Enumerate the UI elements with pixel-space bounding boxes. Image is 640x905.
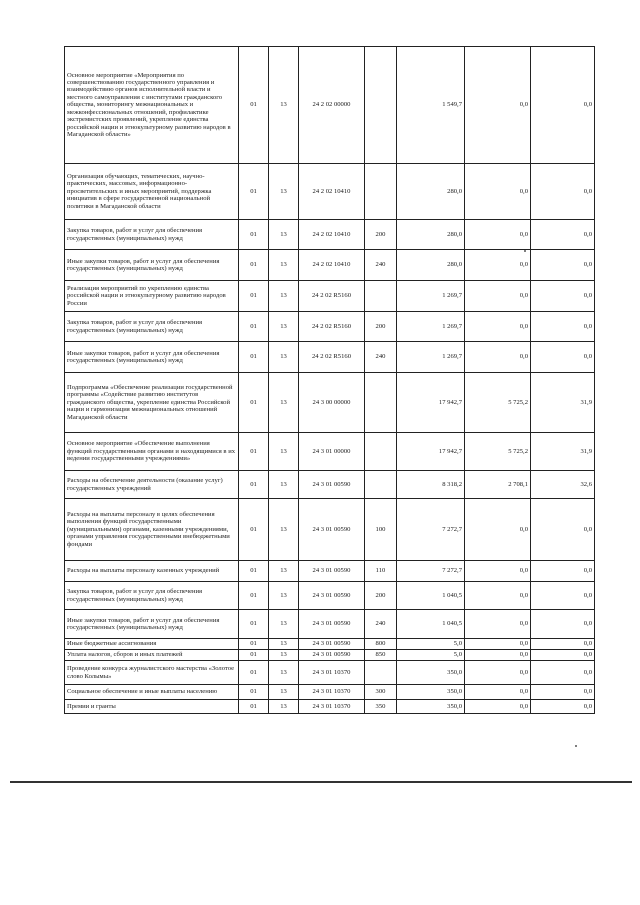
row-target-article: 24 3 01 10370 <box>299 700 365 714</box>
row-executed-amount: 0,0 <box>465 342 531 373</box>
row-planned-amount: 280,0 <box>397 250 465 281</box>
table-row <box>65 47 595 164</box>
row-target-article: 24 3 00 00000 <box>299 373 365 433</box>
row-execution-percent: 0,0 <box>531 220 595 250</box>
row-subsection: 13 <box>269 281 299 312</box>
row-section: 01 <box>239 700 269 714</box>
row-subsection: 13 <box>269 685 299 700</box>
row-name: Иные закупки товаров, работ и услуг для обеспечения государственных (муниципальных) нужд <box>65 250 239 281</box>
row-section: 01 <box>239 250 269 281</box>
row-executed-amount: 0,0 <box>465 582 531 610</box>
table-row <box>65 582 595 610</box>
row-subsection: 13 <box>269 250 299 281</box>
row-name: Организация обучающих, тематических, научно-практических, массовых, информационно-просветительских и иных мероприятий, поддержка инициатив в сфере государственной национальной политики в Магаданской области <box>65 164 239 220</box>
table-row <box>65 610 595 639</box>
row-planned-amount: 17 942,7 <box>397 373 465 433</box>
row-section: 01 <box>239 164 269 220</box>
row-subsection: 13 <box>269 561 299 582</box>
row-planned-amount: 5,0 <box>397 650 465 661</box>
row-target-article: 24 3 01 00590 <box>299 610 365 639</box>
row-execution-percent: 31,9 <box>531 373 595 433</box>
table-row <box>65 433 595 471</box>
row-target-article: 24 2 02 10410 <box>299 164 365 220</box>
table-row <box>65 250 595 281</box>
row-target-article: 24 2 02 R5160 <box>299 281 365 312</box>
row-name: Иные бюджетные ассигнования <box>65 639 239 650</box>
row-planned-amount: 7 272,7 <box>397 499 465 561</box>
row-subsection: 13 <box>269 373 299 433</box>
row-execution-percent: 0,0 <box>531 700 595 714</box>
row-section: 01 <box>239 433 269 471</box>
table-row <box>65 639 595 650</box>
row-expense-type: 240 <box>365 250 397 281</box>
row-planned-amount: 350,0 <box>397 661 465 685</box>
row-execution-percent: 0,0 <box>531 164 595 220</box>
table-row <box>65 164 595 220</box>
row-planned-amount: 8 318,2 <box>397 471 465 499</box>
row-expense-type: 240 <box>365 342 397 373</box>
row-subsection: 13 <box>269 700 299 714</box>
row-planned-amount: 1 549,7 <box>397 47 465 164</box>
row-name: Расходы на выплаты персоналу казенных учреждений <box>65 561 239 582</box>
row-subsection: 13 <box>269 342 299 373</box>
row-name: Расходы на выплаты персоналу в целях обеспечения выполнения функций государственными (муниципальными) органами, казенными учреждениями, органами управления государственными внебюджетными фондами <box>65 499 239 561</box>
row-name: Подпрограмма «Обеспечение реализации государственной программы «Содействие развитию институтов гражданского общества, укрепление единства Российской нации и гармонизация межнациональных отношений Магаданской области <box>65 373 239 433</box>
row-executed-amount: 5 725,2 <box>465 433 531 471</box>
row-section: 01 <box>239 312 269 342</box>
row-execution-percent: 0,0 <box>531 342 595 373</box>
row-subsection: 13 <box>269 499 299 561</box>
row-planned-amount: 280,0 <box>397 164 465 220</box>
row-execution-percent: 0,0 <box>531 499 595 561</box>
row-target-article: 24 3 01 00590 <box>299 582 365 610</box>
row-subsection: 13 <box>269 471 299 499</box>
row-executed-amount: 0,0 <box>465 700 531 714</box>
row-subsection: 13 <box>269 312 299 342</box>
row-planned-amount: 350,0 <box>397 685 465 700</box>
row-planned-amount: 350,0 <box>397 700 465 714</box>
row-name: Основное мероприятие «Мероприятия по совершенствованию государственного управления и взаимодействию органов исполнительной власти и местного самоуправления с институтами гражданского общества, мониторингу межнациональных и межконфессиональных отношений, профилактике экстремистских проявлений, укрепление единства российской нации и этнокультурному развитию народов в Магаданской области» <box>65 47 239 164</box>
row-subsection: 13 <box>269 610 299 639</box>
scan-speck <box>575 745 577 747</box>
row-executed-amount: 0,0 <box>465 220 531 250</box>
row-name: Социальное обеспечение и иные выплаты населению <box>65 685 239 700</box>
row-expense-type: 200 <box>365 582 397 610</box>
row-name: Реализация мероприятий по укреплению единства российской нации и этнокультурному развитию народов России <box>65 281 239 312</box>
row-execution-percent: 0,0 <box>531 582 595 610</box>
row-name: Закупка товаров, работ и услуг для обеспечения государственных (муниципальных) нужд <box>65 582 239 610</box>
row-name: Премии и гранты <box>65 700 239 714</box>
row-target-article: 24 3 01 10370 <box>299 661 365 685</box>
row-section: 01 <box>239 582 269 610</box>
row-subsection: 13 <box>269 639 299 650</box>
row-executed-amount: 0,0 <box>465 164 531 220</box>
row-section: 01 <box>239 610 269 639</box>
row-executed-amount: 0,0 <box>465 250 531 281</box>
row-name: Проведение конкурса журналистского мастерства «Золотое слово Колымы» <box>65 661 239 685</box>
row-target-article: 24 2 02 00000 <box>299 47 365 164</box>
row-planned-amount: 1 269,7 <box>397 342 465 373</box>
row-expense-type <box>365 471 397 499</box>
row-execution-percent: 0,0 <box>531 661 595 685</box>
row-target-article: 24 3 01 00590 <box>299 639 365 650</box>
row-subsection: 13 <box>269 164 299 220</box>
row-section: 01 <box>239 650 269 661</box>
row-executed-amount: 0,0 <box>465 499 531 561</box>
row-target-article: 24 3 01 00590 <box>299 499 365 561</box>
row-name: Закупка товаров, работ и услуг для обеспечения государственных (муниципальных) нужд <box>65 220 239 250</box>
table-row <box>65 373 595 433</box>
row-execution-percent: 0,0 <box>531 561 595 582</box>
row-section: 01 <box>239 471 269 499</box>
row-executed-amount: 0,0 <box>465 661 531 685</box>
table-row <box>65 685 595 700</box>
row-expense-type <box>365 281 397 312</box>
row-planned-amount: 1 269,7 <box>397 281 465 312</box>
row-execution-percent: 0,0 <box>531 610 595 639</box>
row-execution-percent: 0,0 <box>531 281 595 312</box>
row-expense-type: 240 <box>365 610 397 639</box>
row-target-article: 24 3 01 00590 <box>299 561 365 582</box>
row-execution-percent: 31,9 <box>531 433 595 471</box>
row-expense-type: 350 <box>365 700 397 714</box>
table-row <box>65 342 595 373</box>
row-planned-amount: 1 269,7 <box>397 312 465 342</box>
row-expense-type <box>365 164 397 220</box>
row-subsection: 13 <box>269 650 299 661</box>
table-row <box>65 471 595 499</box>
table-row <box>65 220 595 250</box>
row-expense-type <box>365 433 397 471</box>
row-name: Закупка товаров, работ и услуг для обеспечения государственных (муниципальных) нужд <box>65 312 239 342</box>
row-name: Иные закупки товаров, работ и услуг для обеспечения государственных (муниципальных) нужд <box>65 610 239 639</box>
table-row <box>65 700 595 714</box>
row-executed-amount: 0,0 <box>465 281 531 312</box>
row-executed-amount: 0,0 <box>465 639 531 650</box>
row-execution-percent: 32,6 <box>531 471 595 499</box>
row-expense-type <box>365 661 397 685</box>
row-section: 01 <box>239 281 269 312</box>
row-executed-amount: 0,0 <box>465 685 531 700</box>
row-executed-amount: 0,0 <box>465 610 531 639</box>
row-target-article: 24 3 01 10370 <box>299 685 365 700</box>
table-row <box>65 499 595 561</box>
row-target-article: 24 3 01 00590 <box>299 471 365 499</box>
row-section: 01 <box>239 685 269 700</box>
row-executed-amount: 0,0 <box>465 47 531 164</box>
row-expense-type: 200 <box>365 312 397 342</box>
row-expense-type: 110 <box>365 561 397 582</box>
row-expense-type <box>365 47 397 164</box>
row-subsection: 13 <box>269 582 299 610</box>
row-executed-amount: 0,0 <box>465 650 531 661</box>
row-target-article: 24 3 01 00590 <box>299 650 365 661</box>
row-name: Иные закупки товаров, работ и услуг для обеспечения государственных (муниципальных) нужд <box>65 342 239 373</box>
row-subsection: 13 <box>269 433 299 471</box>
row-target-article: 24 2 02 10410 <box>299 250 365 281</box>
row-expense-type: 100 <box>365 499 397 561</box>
table-row <box>65 281 595 312</box>
row-section: 01 <box>239 342 269 373</box>
row-planned-amount: 5,0 <box>397 639 465 650</box>
row-executed-amount: 5 725,2 <box>465 373 531 433</box>
row-subsection: 13 <box>269 220 299 250</box>
row-planned-amount: 1 040,5 <box>397 582 465 610</box>
row-name: Расходы на обеспечение деятельности (оказание услуг) государственных учреждений <box>65 471 239 499</box>
row-expense-type: 800 <box>365 639 397 650</box>
row-execution-percent: 0,0 <box>531 312 595 342</box>
row-execution-percent: 0,0 <box>531 250 595 281</box>
table-row <box>65 661 595 685</box>
row-executed-amount: 0,0 <box>465 312 531 342</box>
row-subsection: 13 <box>269 661 299 685</box>
row-planned-amount: 280,0 <box>397 220 465 250</box>
row-section: 01 <box>239 639 269 650</box>
row-target-article: 24 2 02 10410 <box>299 220 365 250</box>
row-section: 01 <box>239 47 269 164</box>
row-planned-amount: 7 272,7 <box>397 561 465 582</box>
row-target-article: 24 3 01 00000 <box>299 433 365 471</box>
row-execution-percent: 0,0 <box>531 639 595 650</box>
row-subsection: 13 <box>269 47 299 164</box>
row-name: Уплата налогов, сборов и иных платежей <box>65 650 239 661</box>
row-target-article: 24 2 02 R5160 <box>299 312 365 342</box>
row-execution-percent: 0,0 <box>531 685 595 700</box>
row-section: 01 <box>239 220 269 250</box>
table-row <box>65 312 595 342</box>
scan-speck <box>524 250 526 252</box>
row-section: 01 <box>239 499 269 561</box>
row-execution-percent: 0,0 <box>531 650 595 661</box>
row-expense-type: 200 <box>365 220 397 250</box>
row-target-article: 24 2 02 R5160 <box>299 342 365 373</box>
page-divider <box>10 781 632 783</box>
budget-table <box>64 46 595 714</box>
row-section: 01 <box>239 373 269 433</box>
row-expense-type <box>365 373 397 433</box>
row-name: Основное мероприятие «Обеспечение выполнения функций государственными органами и находящимися в их ведении государственными учреждениями» <box>65 433 239 471</box>
row-planned-amount: 1 040,5 <box>397 610 465 639</box>
row-execution-percent: 0,0 <box>531 47 595 164</box>
row-expense-type: 300 <box>365 685 397 700</box>
row-section: 01 <box>239 661 269 685</box>
table-row <box>65 561 595 582</box>
row-planned-amount: 17 942,7 <box>397 433 465 471</box>
table-row <box>65 650 595 661</box>
row-executed-amount: 0,0 <box>465 561 531 582</box>
row-executed-amount: 2 708,1 <box>465 471 531 499</box>
row-expense-type: 850 <box>365 650 397 661</box>
row-section: 01 <box>239 561 269 582</box>
